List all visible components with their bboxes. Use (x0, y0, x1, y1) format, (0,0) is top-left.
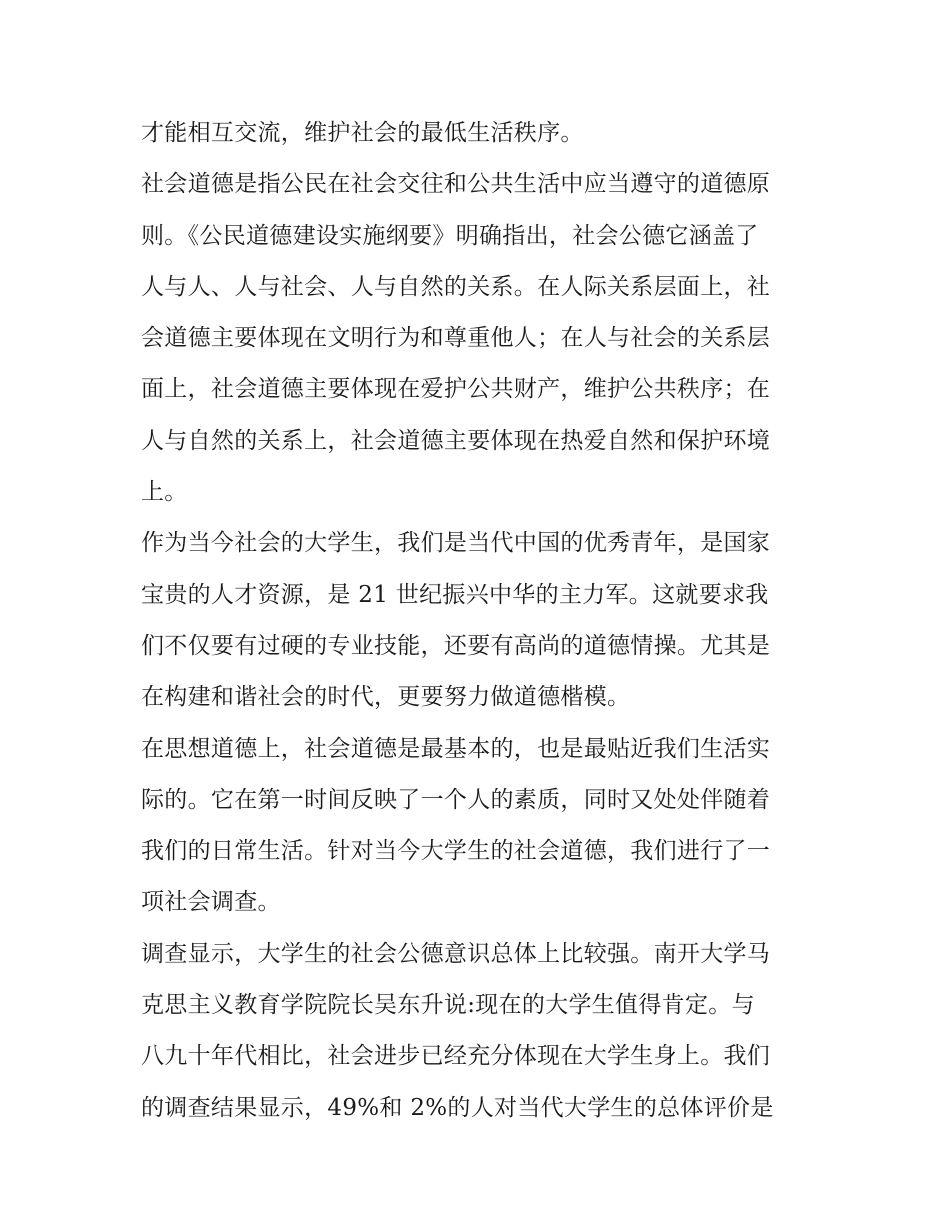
text-line: 面上，社会道德主要体现在爱护公共财产，维护公共秩序；在 (141, 376, 771, 403)
text-line: 才能相互交流，维护社会的最低生活秩序。 (141, 120, 584, 146)
text-line: 上。 (141, 479, 188, 506)
text-line: 八九十年代相比，社会进步已经充分体现在大学生身上。我们 (141, 1043, 771, 1070)
text-line: 项社会调查。 (141, 889, 281, 916)
text-line: 作为当今社会的大学生，我们是当代中国的优秀青年，是国家 (141, 530, 771, 557)
paragraph-5 (141, 929, 813, 1134)
text-line: 的调查结果显示，49%和 2%的人对当代大学生的总体评价是 (141, 1094, 774, 1121)
paragraph-1 (141, 108, 813, 159)
text-line: 人与人、人与社会、人与自然的关系。在人际关系层面上，社 (141, 273, 771, 300)
paragraph-4 (141, 724, 813, 929)
text-line: 调查显示，大学生的社会公德意识总体上比较强。南开大学马 (141, 940, 771, 967)
document-body (141, 108, 813, 1134)
text-line: 在构建和谐社会的时代，更要努力做道德楷模。 (141, 684, 631, 711)
text-line: 会道德主要体现在文明行为和尊重他人；在人与社会的关系层 (141, 325, 771, 352)
text-line: 际的。它在第一时间反映了一个人的素质，同时又处处伴随着 (141, 786, 771, 813)
text-line: 人与自然的关系上，社会道德主要体现在热爱自然和保护环境 (141, 427, 771, 454)
text-line: 则。《公民道德建设实施纲要》明确指出，社会公德它涵盖了 (141, 222, 759, 249)
paragraph-2 (141, 159, 813, 518)
text-line: 克思主义教育学院院长吴东升说:现在的大学生值得肯定。与 (141, 992, 755, 1019)
text-line: 社会道德是指公民在社会交往和公共生活中应当遵守的道德原 (141, 171, 771, 198)
text-line: 在思想道德上，社会道德是最基本的，也是最贴近我们生活实 (141, 735, 771, 762)
text-line: 们不仅要有过硬的专业技能，还要有高尚的道德情操。尤其是 (141, 632, 771, 659)
text-line: 宝贵的人才资源，是 21 世纪振兴中华的主力军。这就要求我 (141, 581, 769, 608)
text-line: 我们的日常生活。针对当今大学生的社会道德，我们进行了一 (141, 838, 771, 865)
paragraph-3 (141, 518, 813, 723)
